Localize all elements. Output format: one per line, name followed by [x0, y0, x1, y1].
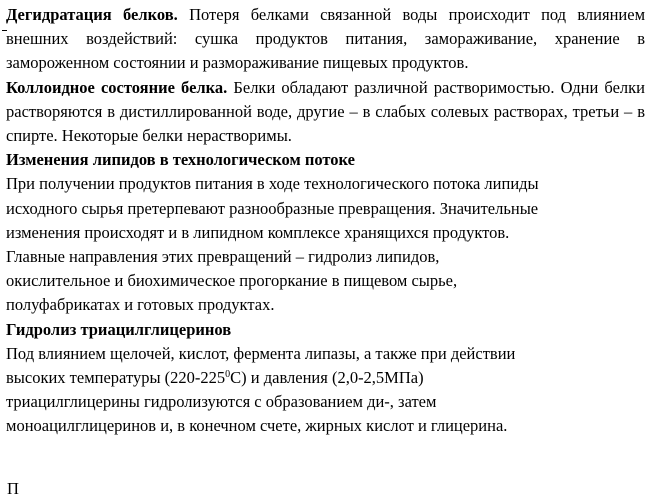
- text-line: окислительное и биохимическое прогоркание в пищевом сырье,: [6, 271, 458, 291]
- text-line: исходного сырья претерпевают разнообразные превращения. Значительные: [6, 198, 539, 218]
- text-line: триацилглицерины гидролизуются с образованием ди-, затем: [6, 392, 437, 412]
- partial-letter: П: [7, 479, 19, 498]
- text-line: полуфабрикатах и готовых продуктах.: [6, 295, 275, 315]
- paragraph-hydrolysis: [6, 342, 645, 439]
- heading-lipids: Изменения липидов в технологическом потоке: [6, 150, 355, 170]
- paragraph-lipids: [6, 172, 645, 317]
- text-line: Главные направления этих превращений – гидролиз липидов,: [6, 247, 440, 267]
- text-fragment: высоких температуры (220-225: [6, 368, 226, 388]
- document-page: [6, 3, 645, 439]
- text-colloid: Белки обладают различной растворимостью. Одни белки растворяются в дистиллированной воде, другие – в слабых солевых растворах, третьи – в спирте. Некоторые белки нерастворимы.: [6, 77, 645, 146]
- degree-superscript: 0: [225, 369, 231, 381]
- paragraph-colloid: [6, 76, 645, 149]
- text-line-temperature: [6, 366, 645, 390]
- text-line: При получении продуктов питания в ходе технологического потока липиды: [6, 174, 539, 194]
- text-fragment: С) и давления (2,0-2,5МПа): [230, 368, 424, 388]
- text-line: изменения происходят и в липидном комплексе хранящихся продуктов.: [6, 222, 510, 242]
- heading-dehydration: Дегидратация белков.: [6, 5, 178, 24]
- text-dehydration: Потеря белками связанной воды происходит под влиянием внешних воздействий: сушка продуктов питания, замораживание, хранение в замороженном состоянии и размораживание пищевых продуктов.: [6, 5, 646, 73]
- cut-off-text: [7, 479, 19, 498]
- heading-hydrolysis: Гидролиз триацилглицеринов: [6, 319, 232, 339]
- text-line: Под влиянием щелочей, кислот, фермента липазы, а также при действии: [6, 343, 516, 363]
- heading-colloid: Коллоидное состояние белка.: [6, 77, 228, 97]
- paragraph-dehydration: [6, 3, 645, 76]
- text-line: моноацилглицеринов и, в конечном счете, жирных кислот и глицерина.: [6, 416, 508, 436]
